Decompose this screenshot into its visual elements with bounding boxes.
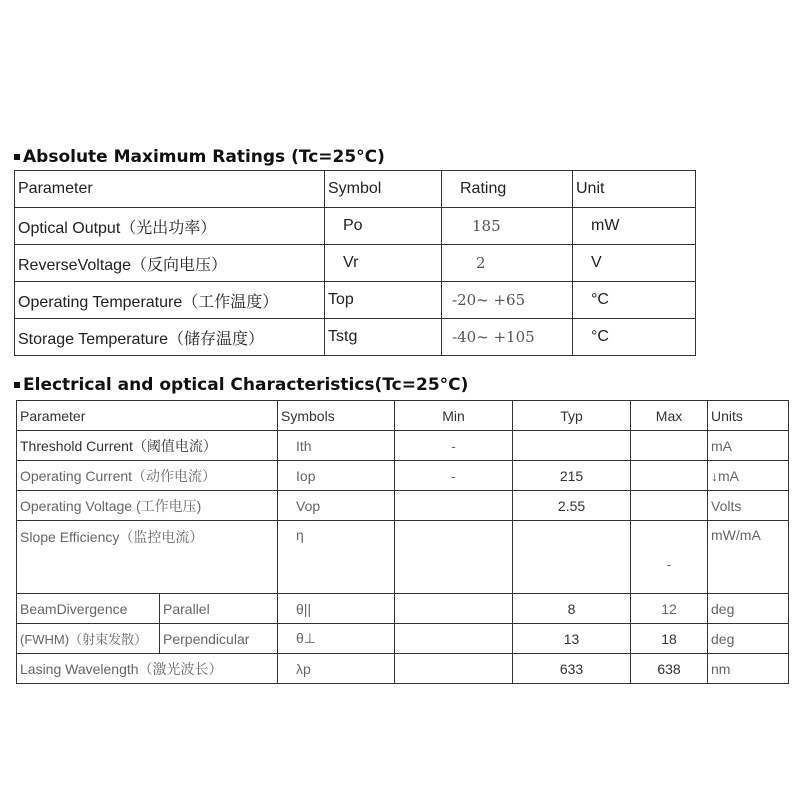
- max-cell: [631, 461, 708, 491]
- symbol-cell: Vop: [278, 491, 395, 521]
- param-cell: Slope Efficiency（监控电流）: [17, 521, 278, 594]
- symbol-cell: Vr: [325, 245, 442, 282]
- typ-cell: 13: [513, 624, 631, 654]
- bullet-icon: [14, 154, 20, 160]
- beam-label-cell: BeamDivergence: [17, 594, 160, 624]
- symbol-cell: θ||: [278, 594, 395, 624]
- header-cell: Typ: [513, 401, 631, 431]
- min-cell: [395, 654, 513, 684]
- sub-param-cell: Parallel: [160, 594, 278, 624]
- symbol-cell: Tstg: [325, 319, 442, 356]
- table-row: [15, 319, 696, 356]
- symbol-cell: Iop: [278, 461, 395, 491]
- table-row: [17, 461, 789, 491]
- param-cell: Lasing Wavelength（激光波长）: [17, 654, 278, 684]
- min-cell: [395, 594, 513, 624]
- unit-cell: deg: [708, 594, 789, 624]
- unit-cell: Volts: [708, 491, 789, 521]
- rating-cell: 185: [442, 208, 573, 245]
- unit-cell: ↓mA: [708, 461, 789, 491]
- unit-cell: mW: [573, 208, 696, 245]
- typ-cell: 2.55: [513, 491, 631, 521]
- param-cell: ReverseVoltage（反向电压）: [15, 245, 325, 282]
- table-row: [17, 431, 789, 461]
- max-cell: [631, 431, 708, 461]
- header-cell: Rating: [442, 171, 573, 208]
- param-cell: Storage Temperature（储存温度）: [15, 319, 325, 356]
- min-cell: -: [395, 461, 513, 491]
- header-cell: Unit: [573, 171, 696, 208]
- bullet-icon: [14, 382, 20, 388]
- symbol-cell: Po: [325, 208, 442, 245]
- abs-max-heading: Absolute Maximum Ratings (Tc=25°C): [14, 147, 385, 167]
- min-cell: [395, 521, 513, 594]
- table-row: [17, 624, 789, 654]
- rating-cell: -40~ +105: [442, 319, 573, 356]
- unit-cell: mA: [708, 431, 789, 461]
- unit-cell: mW/mA: [708, 521, 789, 594]
- unit-cell: °C: [573, 282, 696, 319]
- min-cell: [395, 624, 513, 654]
- table-header-row: [15, 171, 696, 208]
- sub-param-cell: Perpendicular: [160, 624, 278, 654]
- symbol-cell: η: [278, 521, 395, 594]
- header-cell: Max: [631, 401, 708, 431]
- unit-cell: nm: [708, 654, 789, 684]
- rating-cell: 2: [442, 245, 573, 282]
- table-row: [15, 245, 696, 282]
- elec-heading: Electrical and optical Characteristics(Tc=25°C): [14, 375, 468, 395]
- param-cell: Operating Voltage (工作电压): [17, 491, 278, 521]
- table-row: [17, 491, 789, 521]
- symbol-cell: θ⊥: [278, 624, 395, 654]
- header-cell: Units: [708, 401, 789, 431]
- beam-label-cell: (FWHM)（射束发散）: [17, 624, 160, 654]
- param-cell: Threshold Current（阈值电流）: [17, 431, 278, 461]
- table-header-row: [17, 401, 789, 431]
- header-cell: Symbol: [325, 171, 442, 208]
- rating-cell: -20~ +65: [442, 282, 573, 319]
- max-cell: 18: [631, 624, 708, 654]
- table-row: [17, 654, 789, 684]
- param-cell: Operating Current（动作电流）: [17, 461, 278, 491]
- typ-cell: 8: [513, 594, 631, 624]
- typ-cell: 215: [513, 461, 631, 491]
- max-cell: [631, 491, 708, 521]
- max-cell: 638: [631, 654, 708, 684]
- param-cell: Optical Output（光出功率）: [15, 208, 325, 245]
- header-cell: Parameter: [15, 171, 325, 208]
- elec-table: [16, 400, 789, 684]
- max-cell: 12: [631, 594, 708, 624]
- max-cell: -: [631, 521, 708, 594]
- table-row: [17, 521, 789, 594]
- unit-cell: V: [573, 245, 696, 282]
- unit-cell: deg: [708, 624, 789, 654]
- table-row: [17, 594, 789, 624]
- abs-max-table: [14, 170, 696, 356]
- param-cell: Operating Temperature（工作温度）: [15, 282, 325, 319]
- min-cell: -: [395, 431, 513, 461]
- header-cell: Parameter: [17, 401, 278, 431]
- typ-cell: 633: [513, 654, 631, 684]
- symbol-cell: Top: [325, 282, 442, 319]
- header-cell: Symbols: [278, 401, 395, 431]
- symbol-cell: Ith: [278, 431, 395, 461]
- symbol-cell: λp: [278, 654, 395, 684]
- header-cell: Min: [395, 401, 513, 431]
- unit-cell: °C: [573, 319, 696, 356]
- min-cell: [395, 491, 513, 521]
- typ-cell: [513, 431, 631, 461]
- table-row: [15, 282, 696, 319]
- table-row: [15, 208, 696, 245]
- typ-cell: [513, 521, 631, 594]
